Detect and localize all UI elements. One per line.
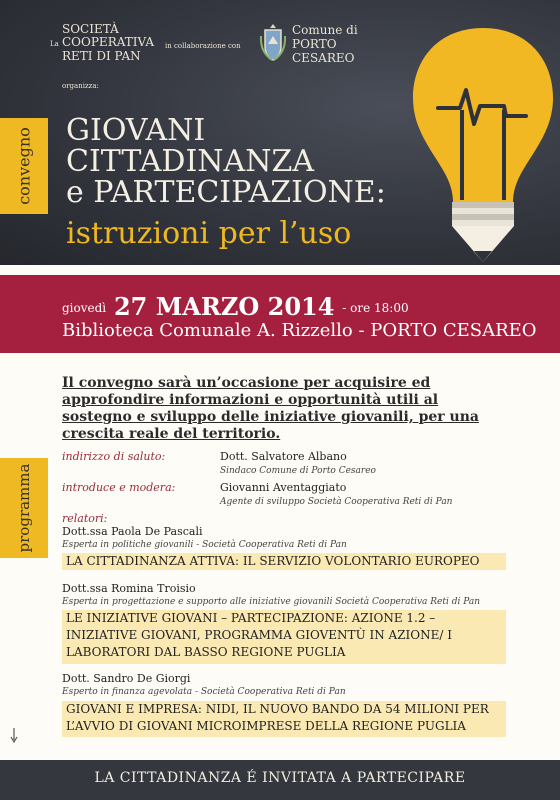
topic-line: INIZIATIVE GIOVANI, PROGRAMMA GIOVENTÙ IN AZIONE/ I [66,628,452,642]
event-day: giovedì [62,301,107,315]
saluto-role: Sindaco Comune di Porto Cesareo [220,466,376,476]
modera-role: Agente di sviluppo Società Cooperativa Reti di Pan [220,497,453,507]
collaboration-text: in collaborazione con [165,42,241,50]
event-date: 27 MARZO 2014 [113,292,335,321]
event-date-line [62,292,409,321]
saluto-label: indirizzo di saluto: [62,450,166,463]
speaker-role: Esperta in progettazione e supporto alle iniziative giovanili Società Cooperativa Reti di Pan [62,597,481,607]
saluto-name: Dott. Salvatore Albano [220,450,347,463]
title-line1: GIOVANI [66,113,206,148]
intro-paragraph: Il convegno sarà un’occasione per acquisire ed approfondire informazioni e opportunità utili al sostegno e sviluppo delle iniziative giovanili, per una crescita reale del territorio. [62,375,479,442]
convegno-label: convegno [14,127,34,205]
speaker-role: Esperta in politiche giovanili - Società Cooperativa Reti di Pan [62,540,347,550]
speaker-name: Dott. Sandro De Giorgi [62,672,191,685]
speaker-topic [62,610,506,664]
subtitle: istruzioni per l’uso [66,216,352,251]
event-time: - ore 18:00 [342,301,409,315]
topic-line: LABORATORI DAL BASSO REGIONE PUGLIA [66,645,346,659]
organizer-reti: RETI DI PAN [62,49,141,63]
organizza-text: organizza: [62,82,99,90]
comune-line3: CESAREO [292,51,355,65]
event-venue: Biblioteca Comunale A. Rizzello - PORTO CESAREO [62,320,537,341]
topic-line: L’AVVIO DI GIOVANI MICROIMPRESE DELLA REGIONE PUGLIA [66,719,466,733]
down-arrow-icon [10,728,18,744]
speaker-role: Esperto in finanza agevolata - Società Cooperativa Reti di Pan [62,687,346,697]
topic-line: LA CITTADINANZA ATTIVA: IL SERVIZIO VOLONTARIO EUROPEO [66,554,480,568]
footer-invitation: LA CITTADINANZA É INVITATA A PARTECIPARE [94,770,466,786]
topic-line: GIOVANI E IMPRESA: NIDI, IL NUOVO BANDO DA 54 MILIONI PER [66,702,489,716]
modera-name: Giovanni Aventaggiato [220,481,347,494]
topic-line: LE INIZIATIVE GIOVANI – PARTECIPAZIONE: AZIONE 1.2 – [66,611,436,625]
speaker-topic [62,553,506,570]
speaker-name: Dott.ssa Romina Troisio [62,582,196,595]
comune-line2: PORTO [292,37,337,51]
organizer-societa: SOCIETÀ [62,22,119,36]
municipal-crest-icon [258,22,288,62]
title-line2: CITTADINANZA [66,144,314,179]
organizer-la: La [50,40,59,48]
programma-label: programma [15,463,33,553]
organizer-cooperativa: COOPERATIVA [62,35,154,49]
title-line3: e PARTECIPAZIONE: [66,175,386,210]
lightbulb-pencil-icon [408,20,558,265]
speaker-name: Dott.ssa Paola De Pascali [62,525,203,538]
speaker-topic [62,701,506,737]
relatori-label: relatori: [62,512,108,525]
modera-label: introduce e modera: [62,481,176,494]
comune-line1: Comune di [292,23,358,37]
